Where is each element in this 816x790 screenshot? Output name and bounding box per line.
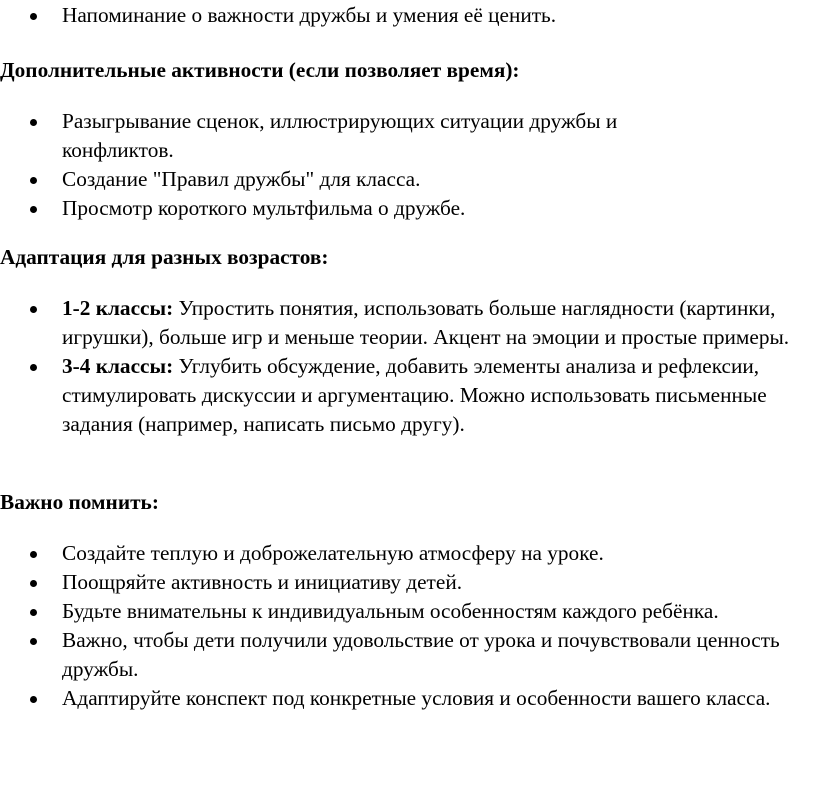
grade-label: 3-4 классы: (62, 354, 174, 378)
list-item (0, 194, 816, 223)
bullet-icon (30, 119, 37, 126)
bullet-icon (30, 306, 37, 313)
bullet-icon (30, 551, 37, 558)
extra-activities-list (0, 107, 816, 223)
bullet-icon (30, 206, 37, 213)
list-item-text: Создайте теплую и доброжелательную атмосферу на уроке. (62, 541, 604, 565)
age-adaptation-list (0, 294, 816, 439)
list-item (0, 597, 816, 626)
list-item (0, 568, 816, 597)
list-item (0, 1, 816, 30)
age-adaptation-list-wrap (0, 294, 816, 439)
grade-text: Углубить обсуждение, добавить элементы анализа и рефлексии, стимулировать дискуссии и аргументацию. Можно использовать письменные задания (например, написать письмо другу). (62, 354, 767, 436)
remember-list (0, 539, 816, 713)
list-item (0, 107, 816, 165)
list-item-text: Разыгрывание сценок, иллюстрирующих ситуации дружбы и конфликтов. (62, 109, 618, 162)
bullet-icon (30, 580, 37, 587)
list-item (0, 684, 816, 713)
grade-text: Упростить понятия, использовать больше наглядности (картинки, игрушки), больше игр и меньше теории. Акцент на эмоции и простые примеры. (62, 296, 790, 349)
bullet-icon (30, 696, 37, 703)
bullet-icon (30, 609, 37, 616)
intro-list (0, 1, 816, 30)
list-item (0, 539, 816, 568)
list-item (0, 294, 816, 352)
remember-list-wrap (0, 539, 816, 713)
list-item-text: Будьте внимательны к индивидуальным особенностям каждого ребёнка. (62, 599, 719, 623)
section-heading-extra-activities: Дополнительные активности (если позволяет время): (0, 58, 520, 82)
list-item-text: Поощряйте активность и инициативу детей. (62, 570, 463, 594)
list-item-text: Создание "Правил дружбы" для класса. (62, 167, 421, 191)
bullet-icon (30, 13, 37, 20)
list-item-text: Просмотр короткого мультфильма о дружбе. (62, 196, 466, 220)
list-item-text: Адаптируйте конспект под конкретные условия и особенности вашего класса. (62, 686, 771, 710)
list-item-text: Важно, чтобы дети получили удовольствие от урока и почувствовали ценность дружбы. (62, 628, 780, 681)
bullet-icon (30, 638, 37, 645)
bullet-icon (30, 364, 37, 371)
extra-activities-section (0, 56, 816, 85)
section-heading-remember: Важно помнить: (0, 490, 159, 514)
intro-list-section (0, 1, 816, 30)
list-item-text: Напоминание о важности дружбы и умения её ценить. (62, 3, 557, 27)
section-heading-age-adaptation: Адаптация для разных возрастов: (0, 245, 329, 269)
extra-activities-list-wrap (0, 107, 816, 223)
age-adaptation-section (0, 243, 816, 272)
list-item (0, 352, 816, 439)
grade-label: 1-2 классы: (62, 296, 174, 320)
list-item (0, 626, 816, 684)
remember-section (0, 488, 816, 517)
list-item (0, 165, 816, 194)
bullet-icon (30, 177, 37, 184)
